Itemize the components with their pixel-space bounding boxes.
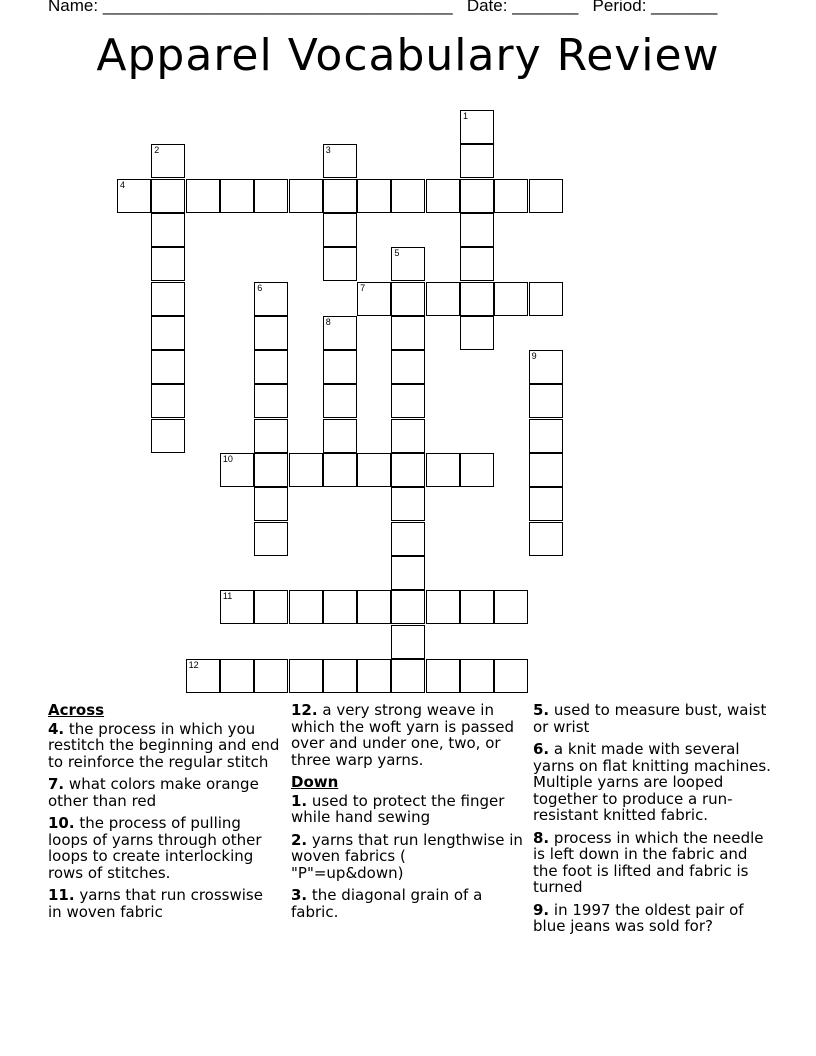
grid-cell[interactable] [254, 659, 288, 693]
grid-cell[interactable] [323, 179, 357, 213]
grid-cell[interactable] [254, 350, 288, 384]
clue-number: 1 [463, 111, 469, 121]
grid-cell[interactable] [529, 282, 563, 316]
grid-cell[interactable] [391, 556, 425, 590]
grid-cell[interactable] [254, 282, 288, 316]
grid-cell[interactable] [426, 282, 460, 316]
grid-cell[interactable] [426, 179, 460, 213]
grid-cell[interactable] [151, 350, 185, 384]
clue-down-5: 5. used to measure bust, waist or wrist [533, 701, 767, 736]
grid-cell[interactable] [426, 590, 460, 624]
grid-cell[interactable] [323, 590, 357, 624]
grid-cell[interactable] [391, 247, 425, 281]
grid-cell[interactable] [494, 659, 528, 693]
clues-column-2 [291, 702, 523, 926]
grid-cell[interactable] [254, 522, 288, 556]
grid-cell[interactable] [323, 453, 357, 487]
grid-cell[interactable] [460, 282, 494, 316]
grid-cell[interactable] [323, 213, 357, 247]
grid-cell[interactable] [391, 453, 425, 487]
grid-cell[interactable] [151, 419, 185, 453]
clue-number: 2 [154, 145, 160, 156]
grid-cell[interactable] [529, 179, 563, 213]
grid-cell[interactable] [220, 453, 254, 487]
clue-across-7: 7. what colors make orange other than red [48, 775, 259, 810]
grid-cell[interactable] [254, 179, 288, 213]
grid-cell[interactable] [357, 179, 391, 213]
grid-cell[interactable] [529, 522, 563, 556]
clue-down-1: 1. used to protect the finger while hand sewing [291, 791, 505, 826]
grid-cell[interactable] [289, 453, 323, 487]
clue-number: 12 [188, 659, 199, 670]
grid-cell[interactable] [323, 384, 357, 418]
grid-cell[interactable] [254, 419, 288, 453]
grid-cell[interactable] [220, 179, 254, 213]
across-heading: Across [48, 701, 105, 719]
grid-cell[interactable] [289, 659, 323, 693]
clue-across-4: 4. the process in which you restitch the beginning and end to reinforce the regular stitch [48, 719, 280, 771]
name-blank[interactable]: _____________________________________ [102, 0, 453, 15]
clue-across-12: 12. a very strong weave in which the woft yarn is passed over and under one, two, or three warp yarns. [291, 701, 515, 769]
grid-cell[interactable] [391, 625, 425, 659]
grid-cell[interactable] [460, 590, 494, 624]
grid-cell[interactable] [323, 247, 357, 281]
grid-cell[interactable] [220, 590, 254, 624]
grid-cell[interactable] [151, 384, 185, 418]
grid-cell[interactable] [391, 590, 425, 624]
clue-down-6: 6. a knit made with several yarns on flat knitting machines. Multiple yarns are looped together to produce a run-resistant knitted fabric. [533, 740, 771, 824]
grid-cell[interactable] [529, 419, 563, 453]
clue-number: 11 [222, 591, 233, 602]
clue-number: 4 [120, 179, 126, 190]
grid-cell[interactable] [323, 316, 357, 350]
grid-cell[interactable] [357, 590, 391, 624]
grid-cell[interactable] [391, 282, 425, 316]
clue-down-3: 3. the diagonal grain of a fabric. [291, 886, 483, 921]
grid-cell[interactable] [117, 179, 151, 213]
grid-cell[interactable] [254, 590, 288, 624]
grid-cell[interactable] [151, 316, 185, 350]
clues-column-1 [48, 702, 280, 926]
grid-cell[interactable] [357, 282, 391, 316]
grid-cell[interactable] [460, 453, 494, 487]
grid-cell[interactable] [391, 350, 425, 384]
grid-cell[interactable] [323, 350, 357, 384]
grid-cell[interactable] [426, 453, 460, 487]
grid-cell[interactable] [151, 144, 185, 178]
grid-cell[interactable] [494, 179, 528, 213]
period-label: Period: [592, 0, 647, 15]
clue-number: 3 [325, 145, 331, 156]
date-label: Date: [466, 0, 508, 15]
grid-cell[interactable] [151, 247, 185, 281]
grid-cell[interactable] [529, 453, 563, 487]
grid-cell[interactable] [357, 453, 391, 487]
grid-cell[interactable] [460, 659, 494, 693]
grid-cell[interactable] [151, 282, 185, 316]
grid-cell[interactable] [323, 144, 357, 178]
grid-cell[interactable] [220, 659, 254, 693]
grid-cell[interactable] [460, 144, 494, 178]
grid-cell[interactable] [391, 522, 425, 556]
grid-cell[interactable] [391, 316, 425, 350]
name-label: Name: [48, 0, 99, 15]
grid-cell[interactable] [357, 659, 391, 693]
grid-cell[interactable] [254, 384, 288, 418]
grid-cell[interactable] [391, 659, 425, 693]
grid-cell[interactable] [529, 487, 563, 521]
grid-cell[interactable] [391, 487, 425, 521]
grid-cell[interactable] [254, 316, 288, 350]
period-blank[interactable]: _______ [651, 0, 718, 15]
grid-cell[interactable] [426, 659, 460, 693]
clues-column-3 [533, 702, 773, 941]
grid-cell[interactable] [460, 316, 494, 350]
grid-cell[interactable] [529, 350, 563, 384]
grid-cell[interactable] [323, 419, 357, 453]
grid-cell[interactable] [186, 179, 220, 213]
clue-down-9: 9. in 1997 the oldest pair of blue jeans was sold for? [533, 900, 744, 935]
clue-number: 6 [257, 282, 263, 293]
grid-cell[interactable] [289, 590, 323, 624]
grid-cell[interactable] [151, 179, 185, 213]
clue-number: 9 [531, 351, 537, 362]
clue-number: 7 [360, 282, 366, 293]
grid-cell[interactable] [529, 384, 563, 418]
grid-cell[interactable] [254, 453, 288, 487]
clue-number: 5 [394, 248, 400, 259]
clue-across-10: 10. the process of pulling loops of yarns through other loops to create interlocking rows of stitches. [48, 814, 262, 882]
clue-number: 10 [222, 454, 233, 464]
grid-cell[interactable] [391, 419, 425, 453]
page-title: Apparel Vocabulary Review [96, 30, 720, 81]
grid-cell[interactable] [151, 213, 185, 247]
date-blank[interactable]: _______ [512, 0, 579, 15]
grid-cell[interactable] [254, 487, 288, 521]
grid-cell[interactable] [289, 179, 323, 213]
grid-cell[interactable] [391, 384, 425, 418]
grid-cell[interactable] [460, 247, 494, 281]
grid-cell[interactable] [323, 659, 357, 693]
grid-cell[interactable] [391, 179, 425, 213]
clue-down-8: 8. process in which the needle is left down in the fabric and the foot is lifted and fabric is turned [533, 828, 764, 896]
down-heading: Down [291, 773, 339, 791]
grid-cell[interactable] [494, 590, 528, 624]
grid-cell[interactable] [460, 213, 494, 247]
grid-cell[interactable] [460, 110, 494, 144]
clue-down-2: 2. yarns that run lengthwise in woven fabrics ( "P"=up&down) [291, 830, 523, 882]
grid-cell[interactable] [460, 179, 494, 213]
clue-across-11: 11. yarns that run crosswise in woven fabric [48, 886, 263, 921]
clue-number: 8 [325, 316, 331, 327]
grid-cell[interactable] [494, 282, 528, 316]
grid-cell[interactable] [186, 659, 220, 693]
